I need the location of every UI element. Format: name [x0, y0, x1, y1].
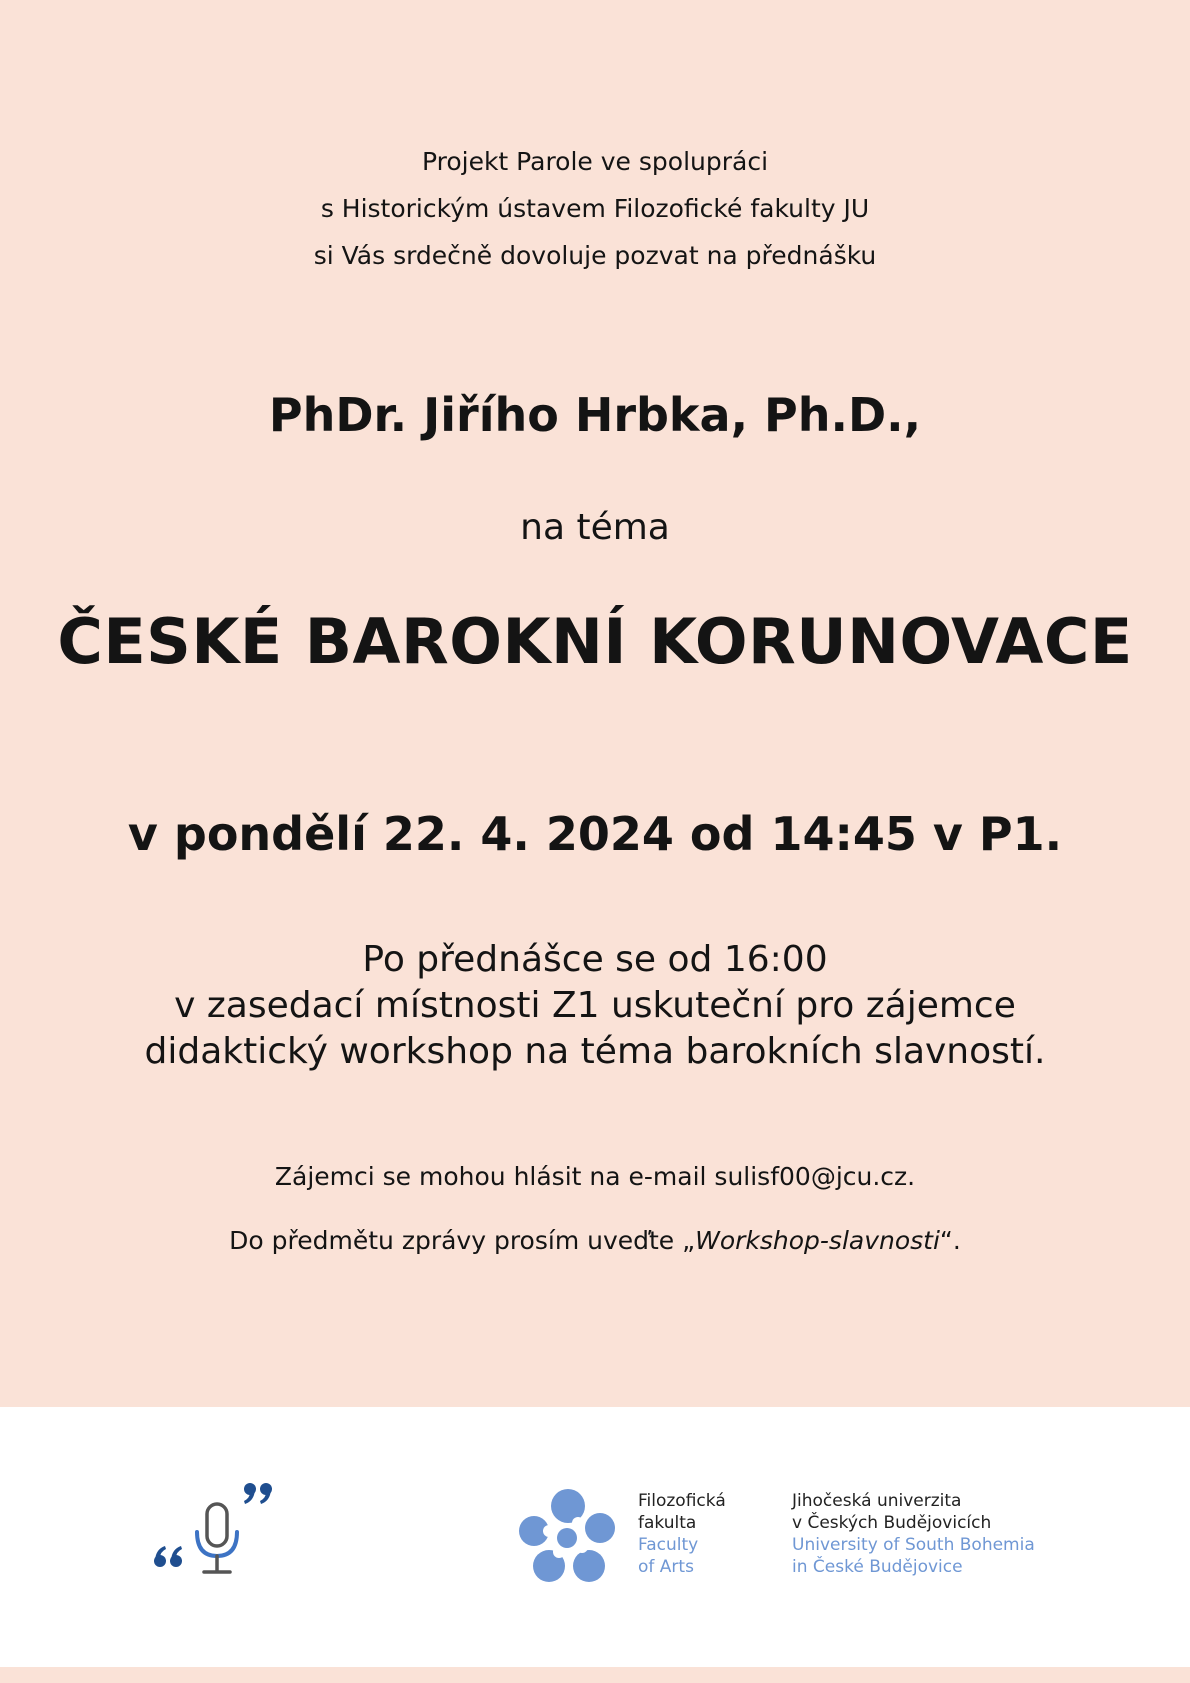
faculty-cz-line-1: Filozofická [638, 1491, 726, 1511]
workshop-line-1: Po přednášce se od 16:00 [362, 939, 828, 980]
invitation-text [0, 138, 1190, 279]
topic-intro: na téma [520, 507, 670, 548]
invitation-line-2: s Historickým ústavem Filozofické fakulty JU [320, 194, 870, 223]
subject-keyword: Workshop-slavnosti [695, 1226, 940, 1255]
date-line: v pondělí 22. 4. 2024 od 14:45 v P1. [127, 807, 1063, 861]
speaker-name: PhDr. Jiřího Hrbka, Ph.D., [268, 388, 922, 442]
invitation-line-1: Projekt Parole ve spolupráci [421, 147, 769, 176]
faculty-name [638, 1490, 726, 1578]
workshop-info [0, 937, 1190, 1075]
lecture-title: ČESKÉ BAROKNÍ KORUNOVACE [57, 605, 1133, 678]
university-name [792, 1490, 1035, 1578]
university-cz-line-1: Jihočeská univerzita [792, 1491, 962, 1511]
petal-flower-icon [516, 1486, 618, 1586]
microphone-quotes-icon [152, 1480, 288, 1580]
workshop-line-3: didaktický workshop na téma barokních slavností. [144, 1031, 1046, 1072]
workshop-line-2: v zasedací místnosti Z1 uskuteční pro zájemce [174, 985, 1016, 1026]
faculty-en-line-2: of Arts [638, 1557, 694, 1577]
subject-suffix: “. [939, 1226, 961, 1255]
faculty-en-line-1: Faculty [638, 1535, 699, 1555]
university-en-line-1: University of South Bohemia [792, 1535, 1035, 1555]
subject-prefix: Do předmětu zprávy prosím uveďte „ [229, 1226, 696, 1255]
faculty-cz-line-2: fakulta [638, 1513, 697, 1533]
subject-line [0, 1223, 1190, 1259]
university-en-line-2: in České Budějovice [792, 1557, 963, 1577]
invitation-line-3: si Vás srdečně dovoluje pozvat na přednášku [313, 241, 877, 270]
bottom-strip [0, 1667, 1190, 1683]
contact-line: Zájemci se mohou hlásit na e-mail sulisf00@jcu.cz. [274, 1162, 916, 1191]
university-cz-line-2: v Českých Budějovicích [792, 1513, 992, 1533]
